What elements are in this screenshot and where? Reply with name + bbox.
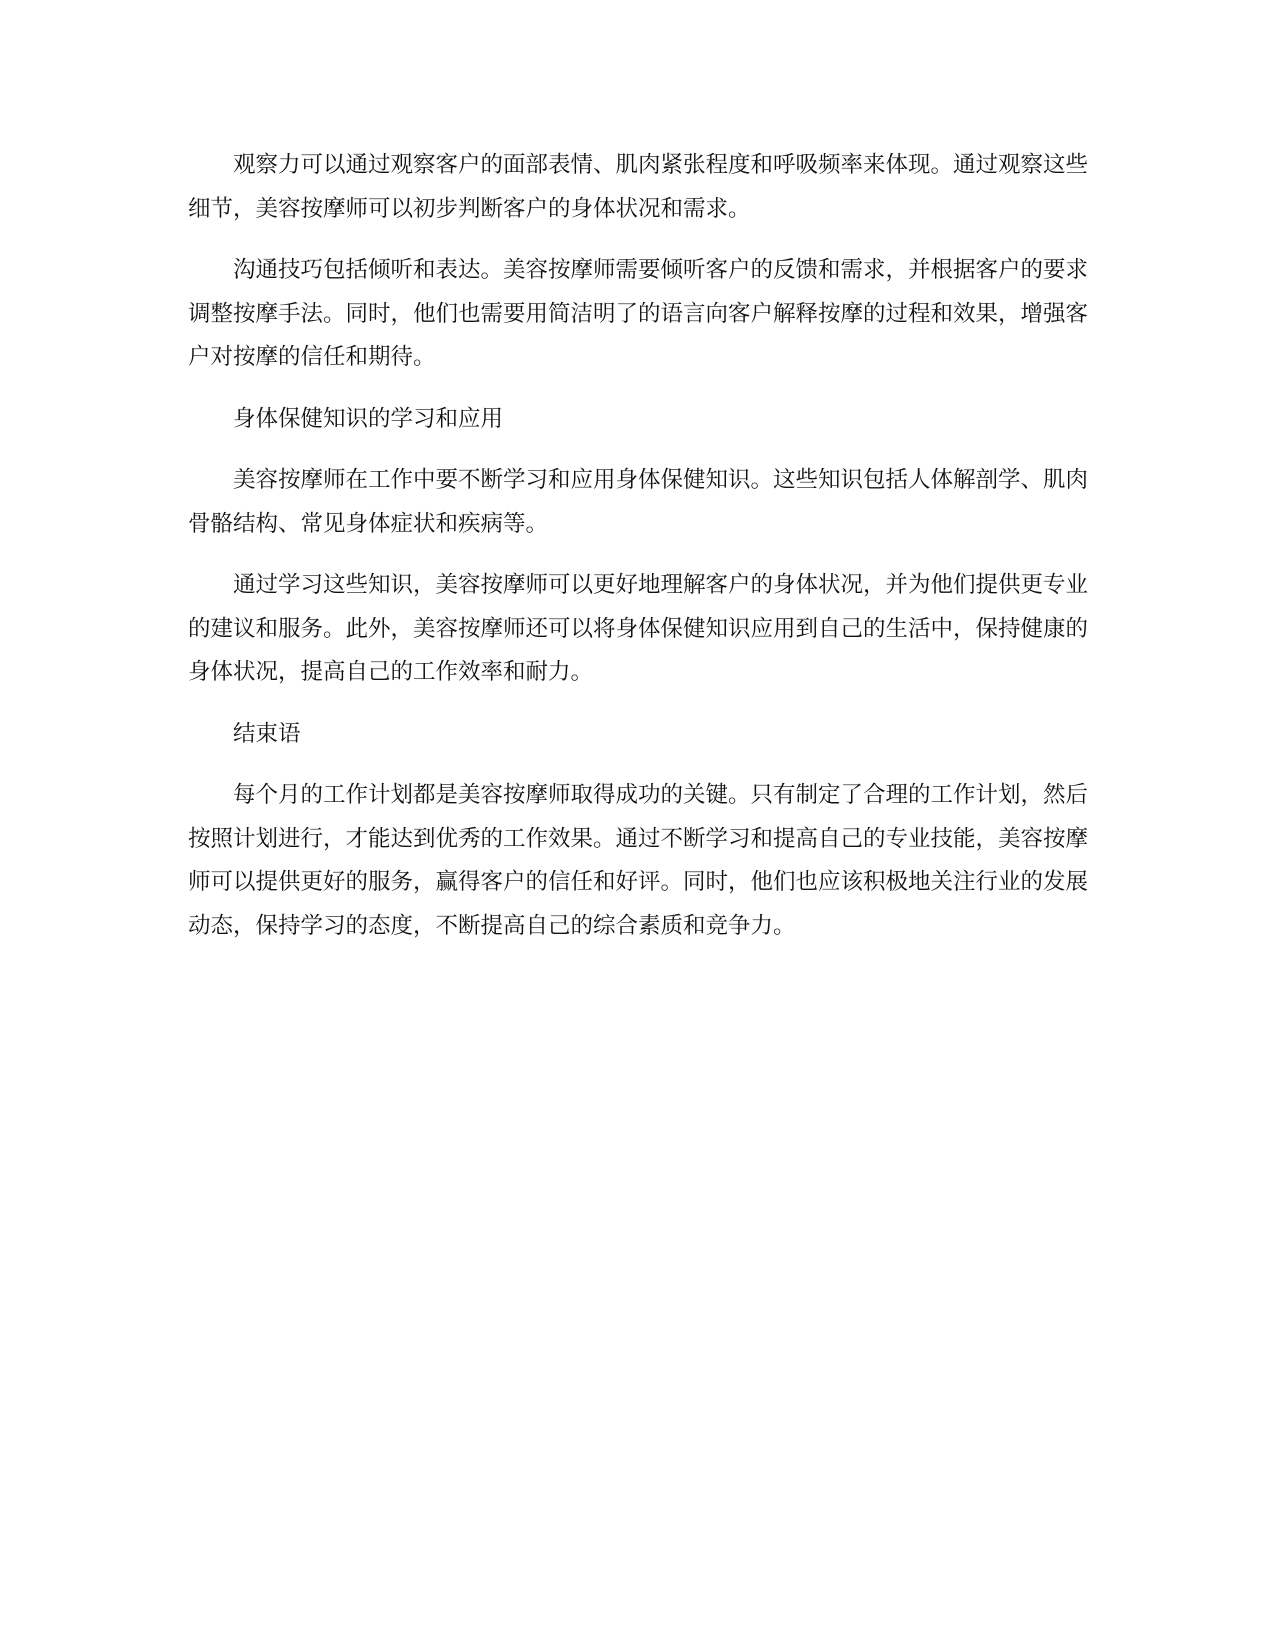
paragraph-conclusion: 每个月的工作计划都是美容按摩师取得成功的关键。只有制定了合理的工作计划，然后按照计划进行，才能达到优秀的工作效果。通过不断学习和提高自己的专业技能，美容按摩师可以提供更好的服务，赢得客户的信任和好评。同时，他们也应该积极地关注行业的发展动态，保持学习的态度，不断提高自己的综合素质和竞争力。 — [188, 782, 1089, 939]
paragraph-communication: 沟通技巧包括倾听和表达。美容按摩师需要倾听客户的反馈和需求，并根据客户的要求调整按摩手法。同时，他们也需要用简洁明了的语言向客户解释按摩的过程和效果，增强客户对按摩的信任和期待。 — [188, 257, 1089, 370]
paragraph-learning-benefits: 通过学习这些知识，美容按摩师可以更好地理解客户的身体状况，并为他们提供更专业的建议和服务。此外，美容按摩师还可以将身体保健知识应用到自己的生活中，保持健康的身体状况，提高自己的工作效率和耐力。 — [188, 572, 1089, 685]
section-heading-conclusion: 结束语 — [233, 720, 301, 747]
paragraph-health-knowledge: 美容按摩师在工作中要不断学习和应用身体保健知识。这些知识包括人体解剖学、肌肉骨骼结构、常见身体症状和疾病等。 — [188, 467, 1089, 537]
document-body — [188, 144, 1088, 966]
section-heading-health-knowledge: 身体保健知识的学习和应用 — [233, 405, 504, 432]
paragraph-observation: 观察力可以通过观察客户的面部表情、肌肉紧张程度和呼吸频率来体现。通过观察这些细节，美容按摩师可以初步判断客户的身体状况和需求。 — [188, 152, 1089, 222]
